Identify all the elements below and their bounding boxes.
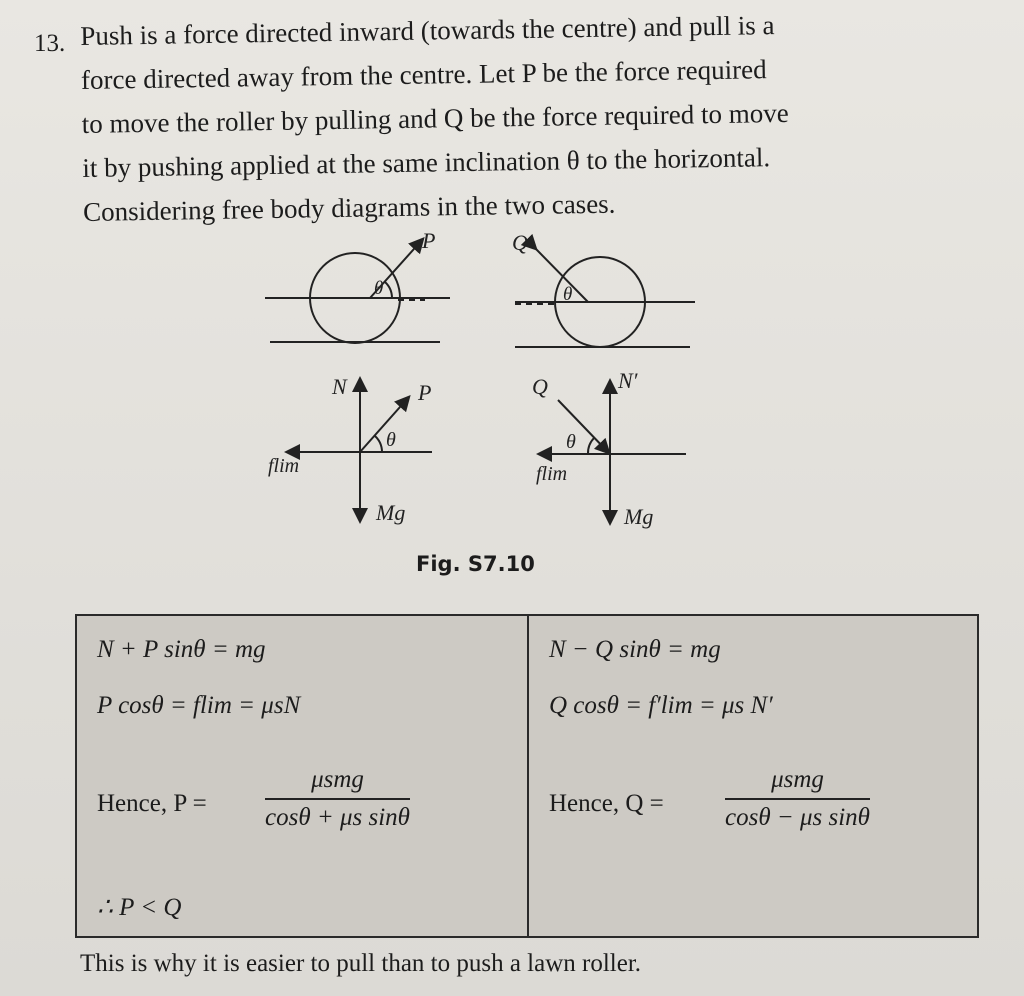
label-theta: θ: [386, 429, 396, 451]
push-equations-column: [529, 616, 981, 936]
push-horizontal-equation: Q cosθ = f′lim = μs N′: [549, 692, 773, 719]
label-Q: Q: [512, 230, 528, 255]
free-body-diagram-figure: [250, 222, 710, 542]
pull-force-fraction: [265, 766, 410, 832]
label-theta: θ: [374, 278, 384, 299]
fraction-numerator: μsmg: [311, 766, 364, 793]
label-Q: Q: [532, 374, 548, 399]
label-P: P: [418, 380, 432, 405]
push-force-fraction: [725, 766, 870, 832]
question-number: 13.: [34, 30, 66, 57]
fraction-denominator: cosθ + μs sinθ: [265, 804, 410, 831]
label-N-prime: N′: [618, 368, 638, 393]
figure-caption: Fig. S7.10: [416, 552, 535, 576]
label-theta: θ: [566, 431, 576, 453]
label-f-lim: flim: [268, 455, 300, 477]
push-roller-diagram: [515, 248, 695, 347]
pull-horizontal-equation: P cosθ = flim = μsN: [97, 692, 301, 719]
angle-arc: [385, 282, 392, 298]
pull-free-body-diagram: [288, 380, 432, 520]
angle-arc: [588, 438, 594, 454]
question-line: Push is a force directed inward (towards the centre) and pull is a: [80, 10, 775, 51]
pull-force-arrow: [360, 398, 408, 452]
pull-equations-column: [77, 616, 529, 936]
pull-hence-label: Hence, P =: [97, 790, 207, 817]
pull-roller-diagram: [265, 240, 450, 343]
angle-arc: [375, 436, 382, 452]
question-line: Considering free body diagrams in the two cases.: [82, 188, 616, 227]
push-hence-label: Hence, Q =: [549, 790, 664, 817]
question-line: it by pushing applied at the same inclination θ to the horizontal.: [82, 142, 771, 183]
fraction-denominator: cosθ − μs sinθ: [725, 804, 870, 831]
push-force-arrow: [535, 248, 588, 302]
label-N: N: [332, 374, 347, 399]
label-Mg: Mg: [624, 504, 654, 529]
push-vertical-equation: N − Q sinθ = mg: [549, 636, 721, 663]
equations-table: [75, 614, 979, 938]
footer-note: This is why it is easier to pull than to push a lawn roller.: [80, 950, 642, 977]
label-theta: θ: [563, 284, 573, 305]
push-free-body-diagram: [540, 382, 686, 522]
fraction-numerator: μsmg: [771, 766, 824, 793]
label-Mg: Mg: [376, 500, 406, 525]
label-P: P: [422, 228, 436, 253]
label-f-lim: flim: [536, 463, 568, 485]
conclusion: ∴ P < Q: [97, 894, 182, 921]
question-line: force directed away from the centre. Let P be the force required: [80, 54, 767, 95]
question-text: [80, 0, 973, 234]
question-line: to move the roller by pulling and Q be the force required to move: [81, 97, 789, 139]
pull-vertical-equation: N + P sinθ = mg: [97, 636, 266, 663]
